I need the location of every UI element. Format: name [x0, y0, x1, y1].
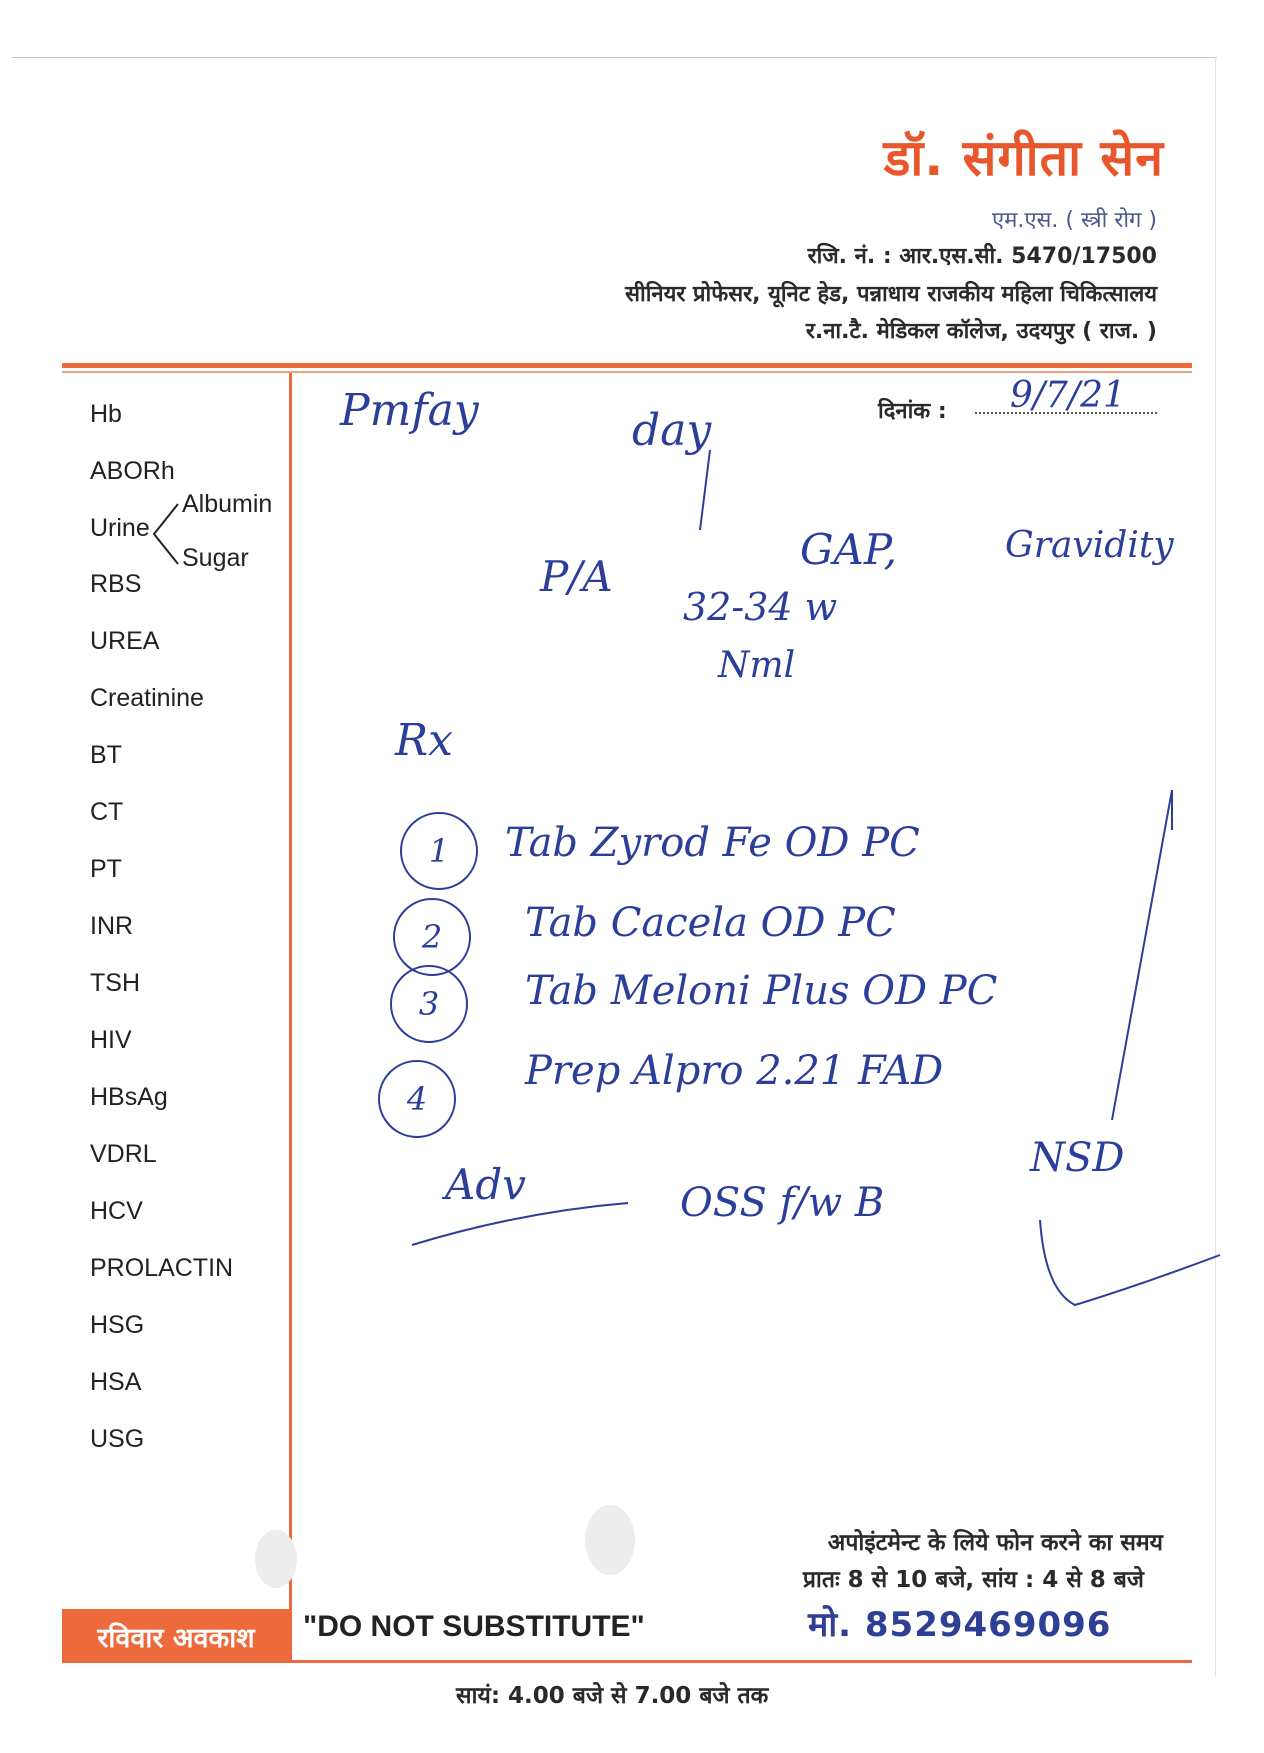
test-hiv: HIV: [90, 1026, 132, 1054]
test-urine-sugar: Sugar: [182, 544, 249, 572]
handwritten-note: Gravidity: [1005, 525, 1174, 566]
test-hbsag: HBsAg: [90, 1083, 168, 1111]
sunday-holiday-badge: रविवार अवकाश: [62, 1609, 290, 1663]
test-urea: UREA: [90, 627, 160, 655]
paper-smudge: [585, 1505, 635, 1575]
test-urine-albumin: Albumin: [182, 490, 273, 518]
test-ct: CT: [90, 798, 124, 826]
test-usg: USG: [90, 1425, 145, 1453]
test-vdrl: VDRL: [90, 1140, 157, 1168]
qualification: एम.एस. ( स्त्री रोग ): [992, 208, 1157, 233]
test-aborh: ABORh: [90, 457, 175, 485]
appointment-call-hours: प्रातः 8 से 10 बजे, सांय : 4 से 8 बजे: [802, 1567, 1144, 1593]
date-value: 9/7/21: [1010, 375, 1126, 416]
handwritten-advice: Adv: [445, 1160, 526, 1209]
rx-symbol: Rx: [395, 715, 453, 766]
handwritten-note: Pmfay: [340, 385, 479, 436]
test-urine: Urine: [90, 514, 150, 542]
registration-number: रजि. नं. : आर.एस.सी. 5470/17500: [807, 244, 1157, 269]
college-address: र.ना.टै. मेडिकल कॉलेज, उदयपुर ( राज. ): [805, 319, 1157, 344]
handwritten-gestation: 32-34 w: [683, 585, 838, 629]
medicine-number-circle: 3: [390, 965, 468, 1043]
handwritten-nsd: NSD: [1030, 1135, 1125, 1181]
evening-hours: सायं: 4.00 बजे से 7.00 बजे तक: [456, 1683, 769, 1709]
doctor-name: डॉ. संगीता सेन: [883, 129, 1164, 187]
handwritten-pa: P/A: [540, 552, 613, 601]
medicine-number-circle: 4: [378, 1060, 456, 1138]
medicine-line-3: Tab Meloni Plus OD PC: [525, 968, 998, 1014]
do-not-substitute-notice: "DO NOT SUBSTITUTE": [303, 1610, 645, 1643]
appointment-call-time-heading: अपोइंटमेन्ट के लिये फोन करने का समय: [827, 1530, 1163, 1556]
designation: सीनियर प्रोफेसर, यूनिट हेड, पन्नाधाय राजकीय महिला चिकित्सालय: [625, 282, 1157, 307]
test-hcv: HCV: [90, 1197, 143, 1225]
mobile-number: मो. 8529469096: [808, 1605, 1112, 1645]
handwritten-note: day: [632, 405, 712, 456]
medicine-line-2: Tab Cacela OD PC: [525, 900, 896, 946]
test-tsh: TSH: [90, 969, 140, 997]
handwritten-advice-text: OSS f/w B: [680, 1180, 885, 1226]
test-creatinine: Creatinine: [90, 684, 204, 712]
test-inr: INR: [90, 912, 134, 940]
medicine-number-circle: 1: [400, 812, 478, 890]
handwritten-note: Nml: [718, 645, 796, 686]
test-pt: PT: [90, 855, 122, 883]
test-hsa: HSA: [90, 1368, 142, 1396]
test-hb: Hb: [90, 400, 122, 428]
test-bt: BT: [90, 741, 122, 769]
footer-divider: [290, 1660, 1192, 1663]
medicine-line-4: Prep Alpro 2.21 FAD: [525, 1048, 944, 1094]
test-prolactin: PROLACTIN: [90, 1254, 234, 1282]
handwritten-gap: GAP,: [800, 525, 897, 574]
date-label: दिनांक :: [878, 399, 947, 424]
test-rbs: RBS: [90, 570, 142, 598]
test-hsg: HSG: [90, 1311, 145, 1339]
paper-smudge: [255, 1530, 297, 1588]
medicine-number-circle: 2: [393, 898, 471, 976]
medicine-line-1: Tab Zyrod Fe OD PC: [505, 820, 920, 866]
